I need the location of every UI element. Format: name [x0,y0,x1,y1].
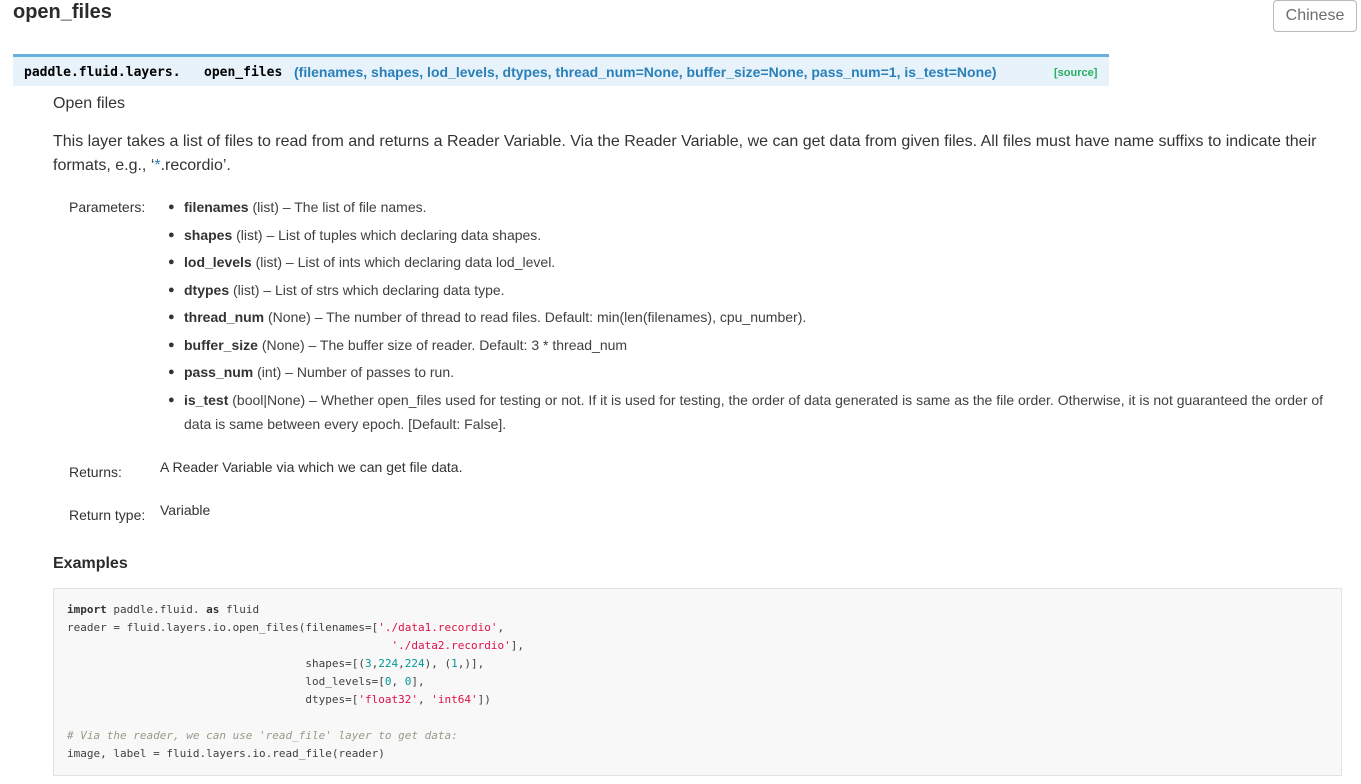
code-text: , [398,657,405,670]
code-text: ]) [477,693,491,706]
code-string: 'int64' [431,693,478,706]
code-text: fluid [219,603,260,616]
param-item [168,388,1338,436]
param-type: (None) [268,309,311,325]
code-block [53,588,1342,776]
param-type: (list) [233,281,260,298]
code-text: dtypes=[ [67,693,359,706]
code-number: 224 [404,657,425,670]
code-text: image, label = fluid.layers.io.read_file(reader) [67,747,385,760]
code-line [67,601,1341,619]
param-item [168,250,1338,274]
parameters-list [168,195,1338,439]
code-line-blank [67,709,1341,727]
param-type: (bool|None) [232,391,306,408]
source-link[interactable]: [source] [1054,67,1098,79]
code-text: lod_levels=[ [67,675,385,688]
code-keyword: as [206,603,220,616]
param-desc: – The list of file names. [278,199,427,215]
param-name: thread_num [184,309,265,325]
code-text: ,)], [457,657,485,670]
code-line [67,691,1341,709]
language-switch-button[interactable]: Chinese [1273,0,1357,32]
bullet-icon: ● [168,366,175,378]
description-text: This layer takes a list of files to read from and returns a Reader Variable. Via the Reader Variable, we can get data from given files. All files must have name suffixs to indicate their formats, e.g., ‘ [53,133,1317,174]
return-type-label: Return type: [69,507,146,523]
bullet-icon: ● [168,393,175,406]
param-desc: – The number of thread to read files. Default: min(len(filenames), cpu_number). [310,309,807,325]
param-item [168,360,1338,384]
code-text: , [497,621,505,634]
param-desc: – The buffer size of reader. Default: 3 * thread_num [304,336,628,353]
code-line [67,637,1341,655]
param-item [168,333,1338,357]
param-desc: – List of strs which declaring data type. [259,281,505,298]
examples-heading: Examples [53,555,128,572]
bullet-icon: ● [168,228,175,241]
param-type: (list) [236,226,263,243]
page-title: open_files [13,1,112,23]
description-end: .recordio’. [160,157,231,174]
param-name: is_test [184,391,229,408]
code-line [67,745,1341,763]
param-item [168,223,1338,247]
param-name: lod_levels [184,254,252,270]
code-string: 'float32' [358,693,419,706]
code-string: './data2.recordio' [391,639,511,652]
code-string: './data1.recordio' [378,621,498,634]
code-text: , [391,675,405,688]
param-type: (list) [255,254,283,270]
code-line [67,727,1341,745]
returns-label: Returns: [69,464,122,480]
signature-params: (filenames, shapes, lod_levels, dtypes, thread_num=None, buffer_size=None, pass_num=1, is_test=None) [294,64,997,80]
description-paragraph [53,130,1353,178]
function-signature [13,54,1109,86]
return-type-text: Variable [160,502,211,518]
param-name: buffer_size [184,336,258,353]
param-desc: – List of tuples which declaring data shapes. [262,226,542,243]
code-text: , [418,693,432,706]
signature-module-prefix: paddle.fluid.layers. [24,65,181,80]
code-number: 1 [451,657,458,670]
description-wildcard: * [154,157,161,174]
code-comment: # Via the reader, we can use 'read_file' layer to get data: [67,729,458,742]
param-name: filenames [184,199,249,215]
param-type: (int) [257,364,282,380]
code-number: 0 [404,675,412,688]
code-text: reader = fluid.layers.io.open_files(filenames=[ [67,621,379,634]
code-text: ], [411,675,425,688]
param-type: (None) [261,336,305,353]
returns-text: A Reader Variable via which we can get file data. [160,459,463,475]
param-name: pass_num [184,364,254,380]
code-text: , [371,657,379,670]
param-type: (list) [252,199,279,215]
bullet-icon: ● [168,283,175,296]
code-line [67,619,1341,637]
code-number: 3 [365,657,372,670]
code-number: 224 [378,657,399,670]
param-item [168,278,1338,302]
code-line [67,655,1341,673]
code-text: paddle.fluid. [106,603,207,616]
signature-function-name: open_files [204,65,283,80]
bullet-icon: ● [168,338,175,351]
bullet-icon: ● [168,256,175,268]
code-text: ), ( [424,657,452,670]
summary-text: Open files [53,95,126,112]
param-desc: – Number of passes to run. [281,364,455,380]
param-desc: – Whether open_files used for testing or not. If it is used for testing, the order of data generated is same as the file order. Otherwise, it is not guaranteed the order of data is same between every epoch. [Default: False]. [184,391,1324,432]
bullet-icon: ● [168,201,175,213]
code-text [67,639,392,652]
param-desc: – List of ints which declaring data lod_level. [282,254,556,270]
code-keyword: import [67,603,107,616]
param-item [168,305,1338,329]
bullet-icon: ● [168,311,175,323]
param-name: dtypes [184,281,230,298]
code-text: ], [510,639,524,652]
code-line [67,673,1341,691]
code-number: 0 [384,675,392,688]
parameters-label: Parameters: [69,199,146,215]
param-name: shapes [184,226,233,243]
param-item [168,195,1338,219]
code-text: shapes=[( [67,657,366,670]
